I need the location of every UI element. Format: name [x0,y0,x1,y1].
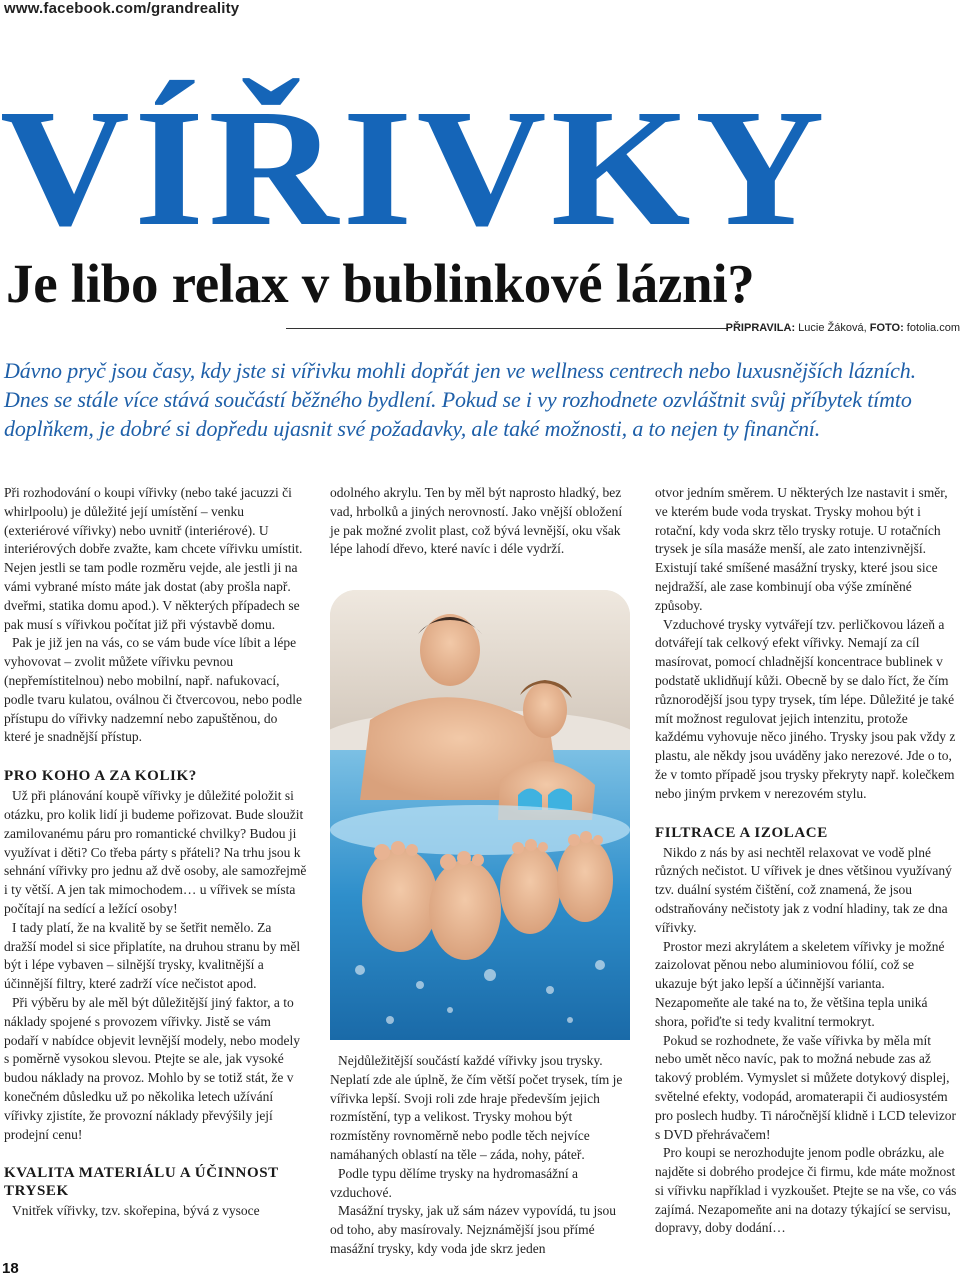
credit-row [0,322,960,336]
column-3 [655,484,957,1238]
paragraph: Prostor mezi akrylátem a skeletem vířivky je možné zaizolovat pěnou nebo aluminiovou fólií, což se ukazuje být jako lepší a účinnější varianta. Nezapomeňte ale také na to, že většina tepla uniká shora, pořiďte si tedy kvalitní termokryt. [655,938,945,1029]
credit-photo-source: fotolia.com [906,322,960,334]
paragraph: Při rozhodování o koupi vířivky (nebo také jacuzzi či whirlpoolu) je důležité její umístění – venku (exteriérové vířivky) nebo uvnitř (interiérové). U interiérových dobře zvažte, kam chcete vířivku umístit. Nejen jestli se tam podle rozměru vejde, ale jestli ji na vámi vybrané místo máte jak dostat (aby prošla např. dveřmi, statika domu apod.). V některých případech se pak musí s vířivkou počítat již při výstavbě domu. [4,485,303,632]
section-heading: KVALITA MATERIÁLU A ÚČINNOST TRYSEK [4,1165,279,1200]
credit-label-author: PŘIPRAVILA: [725,322,796,334]
column-2-bottom [330,1052,630,1259]
paragraph: Masážní trysky, jak už sám název vypovídá, tu jsou od toho, aby masírovaly. Nejznámější jsou přímé masážní trysky, kdy voda jde skrz jeden [330,1203,617,1256]
paragraph: Vzduchové trysky vytvářejí tzv. perličkovou lázeň a dotvářejí tak celkový efekt vířivky. Nemají za cíl masírovat, pomocí chladnější koncentrace bublinek v podstatě uklidňují kůži. Obecně by se dalo říct, že čím různorodější jsou typy trysek, tím lépe. Důležité je také mít možnost regulovat jejich intenzitu, protože každému vyhovuje něco jiného. Trysky jsou pak vždy z plastu, ale někdy jsou uváděny jako nerezové. Jde o to, že v tomto případě jsou trysky překryty např. kolečkem nebo jiným prvkem v nerezovém stylu. [655,616,956,801]
main-title: VÍŘIVKY [0,75,829,261]
column-1 [4,484,307,1221]
credit-text [726,322,960,334]
paragraph: Pak je již jen na vás, co se vám bude více líbit a lépe vyhovovat – zvolit můžete vířivku pevnou (nepřemístitelnou) nebo mobilní, např. nafukovací, podle tvaru kulatou, oválnou či čtvercovou, nebo podle přístupu do vířivky nadzemní nebo zapuštěnou, do které je snadnější přístup. [4,635,303,745]
paragraph: Vnitřek vířivky, tzv. skořepina, bývá z vysoce [12,1203,260,1219]
paragraph: Pro koupi se nerozhodujte jenom podle obrázku, ale najděte si dobrého prodejce či firmu, kde máte možnost si vířivku například i vyzkoušet. Ptejte se na vše, co vás zajímá. Nezapomeňte ani na dotazy týkající se servisu, dopravy, doby dodání… [655,1145,957,1236]
subtitle: Je libo relax v bublinkové lázni? [6,253,755,314]
section-heading: FILTRACE A IZOLACE [655,824,828,841]
hot-tub-photo [330,590,630,1040]
paragraph: Při výběru by ale měl být důležitější jiný faktor, a to náklady spojené s provozem vířivky. Jistě se vám podaří v nabídce objevit levnější modely, nebo modely s poměrně vysokou slevou. Ptejte se ale, jak vysoké budou náklady na provoz. Mohlo by se totiž stát, že v konečném důsledku už po několika letech užívání vířivky zjistíte, že provozní náklady převýšily její prodejní cenu! [4,994,301,1142]
paragraph: I tady platí, že na kvalitě by se šetřit nemělo. Za dražší model si sice připlatíte, na druhou stranu by měl být i lépe vybaven – silnější trysky, kvalitnější a účinnější filtry, které zadrží více nečistot apod. [4,919,301,992]
column-2-top [330,484,630,559]
paragraph: Nejdůležitější součástí každé vířivky jsou trysky. Neplatí zde ale úplně, že čím větší počet trysek, tím je vířivka lepší. Svoji roli zde hraje především jejich rozmístění, typ a velikost. Trysky mohou být rozmístěny rovnoměrně nebo podle těch nejvíce namáhaných oblastí na těle – záda, nohy, páteř. [330,1053,623,1162]
paragraph: Nikdo z nás by asi nechtěl relaxovat ve vodě plné různých nečistot. U vířivek je dnes většinou využívaný tzv. duální systém čištění, což znamená, že jsou odstraňovány nečistoty jak z vodní hladiny, tak ze dna vířivky. [655,844,952,935]
credit-author: Lucie Žáková, [798,322,867,334]
facebook-url[interactable]: www.facebook.com/grandreality [4,0,240,17]
credit-label-photo: FOTO: [869,322,904,334]
lead-paragraph: Dávno pryč jsou časy, kdy jste si vířivku mohli dopřát jen ve wellness centrech nebo luxusnějších lázních. Dnes se stále více stává součástí běžného bydlení. Pokud se i vy rozhodnete ozvláštnit svůj příbytek tímto doplňkem, je dobré si dopředu ujasnit své požadavky, ale také možnosti, a to nejen ty finanční. [4,358,916,441]
paragraph: Podle typu dělíme trysky na hydromasážní a vzduchové. [330,1165,578,1200]
paragraph: otvor jedním směrem. U některých lze nastavit i směr, ve kterém bude voda tryskat. Trysky mohou být i rotační, kdy voda skrz tělo trysky rotuje. U rotačních trysek je síla masáže menší, ale zato intenzivnější. Existují také smíšené masážní trysky, které jsou sice nejdražší, ale zase kombinují oba výše zmíněné způsoby. [655,485,948,613]
paragraph: odolného akrylu. Ten by měl být naprosto hladký, bez vad, hrbolků a jiných nerovností. Jako vnější obložení je pak možné zvolit plast, což bývá levnější, oku však lépe lahodí dřevo, které navíc i déle vydrží. [330,485,623,557]
section-heading: PRO KOHO A ZA KOLIK? [4,768,197,785]
page-number: 18 [2,1260,19,1277]
photo-illustration [330,590,630,1040]
paragraph: Už při plánování koupě vířivky je důležité položit si otázku, pro kolik lidí ji budeme pořizovat. Bude sloužit zamilovanému páru pro romantické chvilky? Budou ji využívat i děti? Co třeba párty s přáteli? Na trhu jsou k sehnání vířivky pro jednu až dvě osoby, ale samozřejmě i ty větší. A jen tak mimochodem… u vířivek se místa počítají na sedící a ležící osoby! [4,788,307,916]
credit-divider [286,328,728,329]
paragraph: Pokud se rozhodnete, že vaše vířivka by měla mít nebo umět něco navíc, pak to možná nebude zas až takový problém. Vymyslet si můžete dotykový displej, světelné efekty, vodopád, aromaterapii či audiosystém pro poslech hudby. Ti náročnější klidně i LCD televizor s DVD přehrávačem! [655,1032,956,1142]
